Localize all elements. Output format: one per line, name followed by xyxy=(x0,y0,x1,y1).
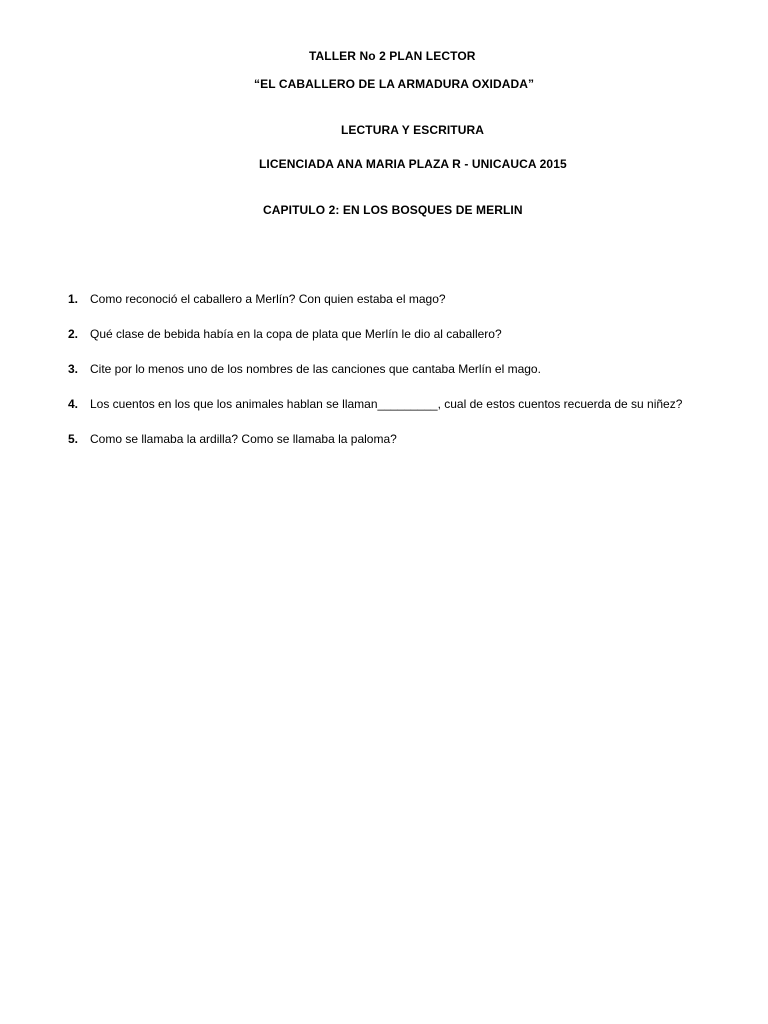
subject-heading: LECTURA Y ESCRITURA xyxy=(341,123,485,137)
question-number: 3. xyxy=(68,362,79,376)
question-item xyxy=(68,292,728,327)
question-text: Qué clase de bebida había en la copa de plata que Merlín le dio al caballero? xyxy=(90,327,502,341)
question-item xyxy=(68,432,728,467)
question-text: Los cuentos en los que los animales hablan se llaman_________, cual de estos cuentos recuerda de su niñez? xyxy=(90,397,683,411)
question-number: 1. xyxy=(68,292,79,306)
book-title: “EL CABALLERO DE LA ARMADURA OXIDADA” xyxy=(254,77,535,91)
question-number: 5. xyxy=(68,432,79,446)
chapter-heading: CAPITULO 2: EN LOS BOSQUES DE MERLIN xyxy=(263,203,523,217)
question-text: Cite por lo menos uno de los nombres de las canciones que cantaba Merlín el mago. xyxy=(90,362,541,376)
question-text: Como reconoció el caballero a Merlín? Con quien estaba el mago? xyxy=(90,292,446,306)
question-list xyxy=(68,292,728,467)
question-item xyxy=(68,327,728,362)
question-number: 4. xyxy=(68,397,79,411)
document-title: TALLER No 2 PLAN LECTOR xyxy=(309,49,476,63)
question-text: Como se llamaba la ardilla? Como se llamaba la paloma? xyxy=(90,432,397,446)
question-item xyxy=(68,362,728,397)
question-number: 2. xyxy=(68,327,79,341)
question-item xyxy=(68,397,728,432)
teacher-heading: LICENCIADA ANA MARIA PLAZA R - UNICAUCA 2015 xyxy=(259,157,567,171)
